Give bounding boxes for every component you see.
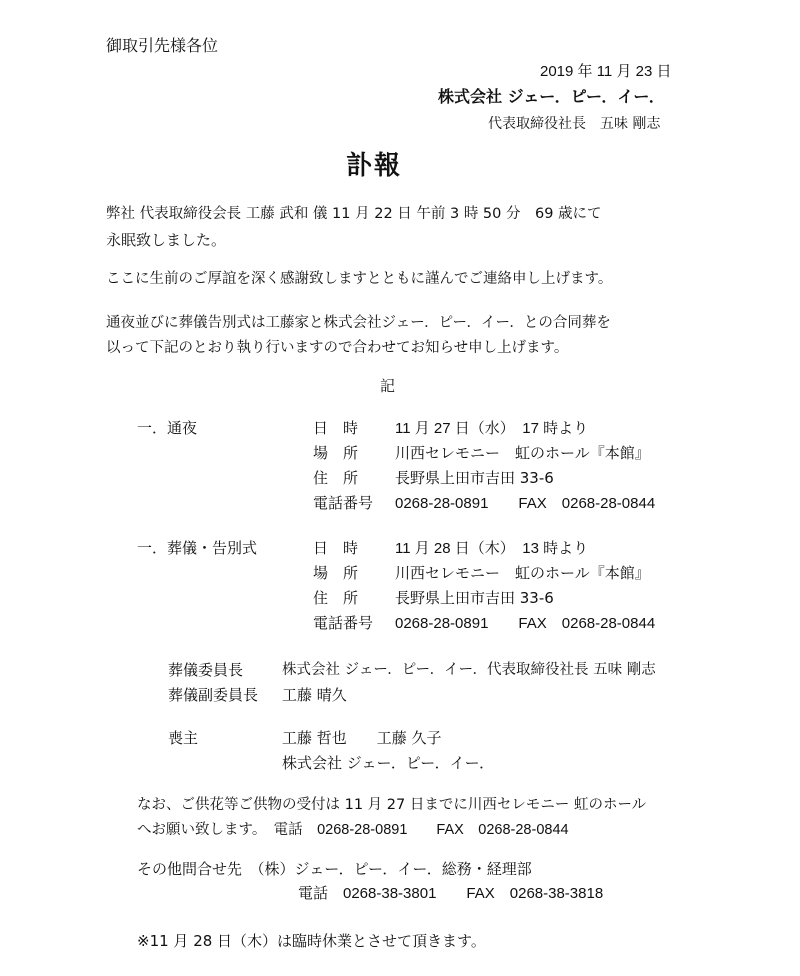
chief-mourner-company: 株式会社 ジェー．ピー．イー． bbox=[282, 754, 495, 772]
event-funeral-value-address: 長野県上田市吉田 33-6 bbox=[395, 589, 554, 607]
event-funeral-value-datetime: 11 月 28 日（木） 13 時より bbox=[395, 540, 589, 557]
flowers-note-line-2: へお願い致します。 電話 0268-28-0891 FAX 0268-28-0844 bbox=[137, 822, 569, 838]
body-paragraph-2: ここに生前のご厚誼を深く感謝致しますとともに謹んでご連絡申し上げます。 bbox=[106, 271, 613, 287]
event-wake-value-place: 川西セレモニー 虹のホール『本館』 bbox=[395, 444, 650, 462]
committee-chair-value: 株式会社 ジェー．ピー．イー．代表取締役社長 五味 剛志 bbox=[282, 662, 656, 678]
event-heading-funeral: 一．葬儀・告別式 bbox=[137, 539, 258, 557]
event-wake-value-address: 長野県上田市吉田 33-6 bbox=[395, 469, 554, 487]
event-wake-label-address: 住 所 bbox=[313, 469, 359, 487]
event-wake-label-datetime: 日 時 bbox=[313, 419, 359, 437]
committee-vice-label: 葬儀副委員長 bbox=[168, 686, 259, 704]
contact-line-2: 電話 0268-38-3801 FAX 0268-38-3818 bbox=[298, 885, 604, 902]
event-funeral-value-phone: 0268-28-0891 FAX 0268-28-0844 bbox=[395, 615, 656, 632]
flowers-note-line-1: なお、ご供花等ご供物の受付は 11 月 27 日までに川西セレモニー 虹のホール bbox=[137, 797, 647, 813]
signer: 代表取締役社長 五味 剛志 bbox=[488, 116, 661, 132]
company-name: 株式会社 ジェー．ピー．イー． bbox=[438, 87, 665, 106]
closure-note: ※11 月 28 日（木）は臨時休業とさせて頂きます。 bbox=[137, 932, 486, 950]
chief-mourner-names: 工藤 哲也 工藤 久子 bbox=[282, 729, 442, 747]
page-title: 訃報 bbox=[346, 151, 403, 181]
event-funeral-label-place: 場 所 bbox=[313, 564, 359, 582]
committee-chair-label: 葬儀委員長 bbox=[168, 661, 244, 679]
event-funeral-label-address: 住 所 bbox=[313, 589, 359, 607]
event-wake-label-phone: 電話番号 bbox=[313, 494, 374, 512]
ki-heading: 記 bbox=[380, 377, 396, 395]
event-heading-wake: 一．通夜 bbox=[137, 419, 198, 437]
chief-mourner-label: 喪主 bbox=[168, 729, 199, 747]
committee-vice-value: 工藤 晴久 bbox=[282, 686, 347, 704]
body-paragraph-3-line-1: 通夜並びに葬儀告別式は工藤家と株式会社ジェー．ピー．イー．との合同葬を bbox=[106, 315, 611, 331]
event-wake-value-phone: 0268-28-0891 FAX 0268-28-0844 bbox=[395, 495, 656, 512]
contact-line-1: その他問合せ先 （株）ジェー．ピー．イー．総務・経理部 bbox=[137, 860, 532, 878]
addressee: 御取引先様各位 bbox=[106, 36, 219, 55]
event-funeral-value-place: 川西セレモニー 虹のホール『本館』 bbox=[395, 564, 650, 582]
event-funeral-label-datetime: 日 時 bbox=[313, 539, 359, 557]
date: 2019 年 11 月 23 日 bbox=[540, 63, 672, 80]
event-funeral-label-phone: 電話番号 bbox=[313, 614, 374, 632]
body-paragraph-1-line-2: 永眠致しました。 bbox=[106, 231, 227, 249]
event-wake-value-datetime: 11 月 27 日（水） 17 時より bbox=[395, 420, 589, 437]
body-paragraph-1-line-1: 弊社 代表取締役会長 工藤 武和 儀 11 月 22 日 午前 3 時 50 分 69 歳にて bbox=[106, 206, 602, 222]
event-wake-label-place: 場 所 bbox=[313, 444, 359, 462]
body-paragraph-3-line-2: 以って下記のとおり執り行いますので合わせてお知らせ申し上げます。 bbox=[106, 340, 569, 356]
